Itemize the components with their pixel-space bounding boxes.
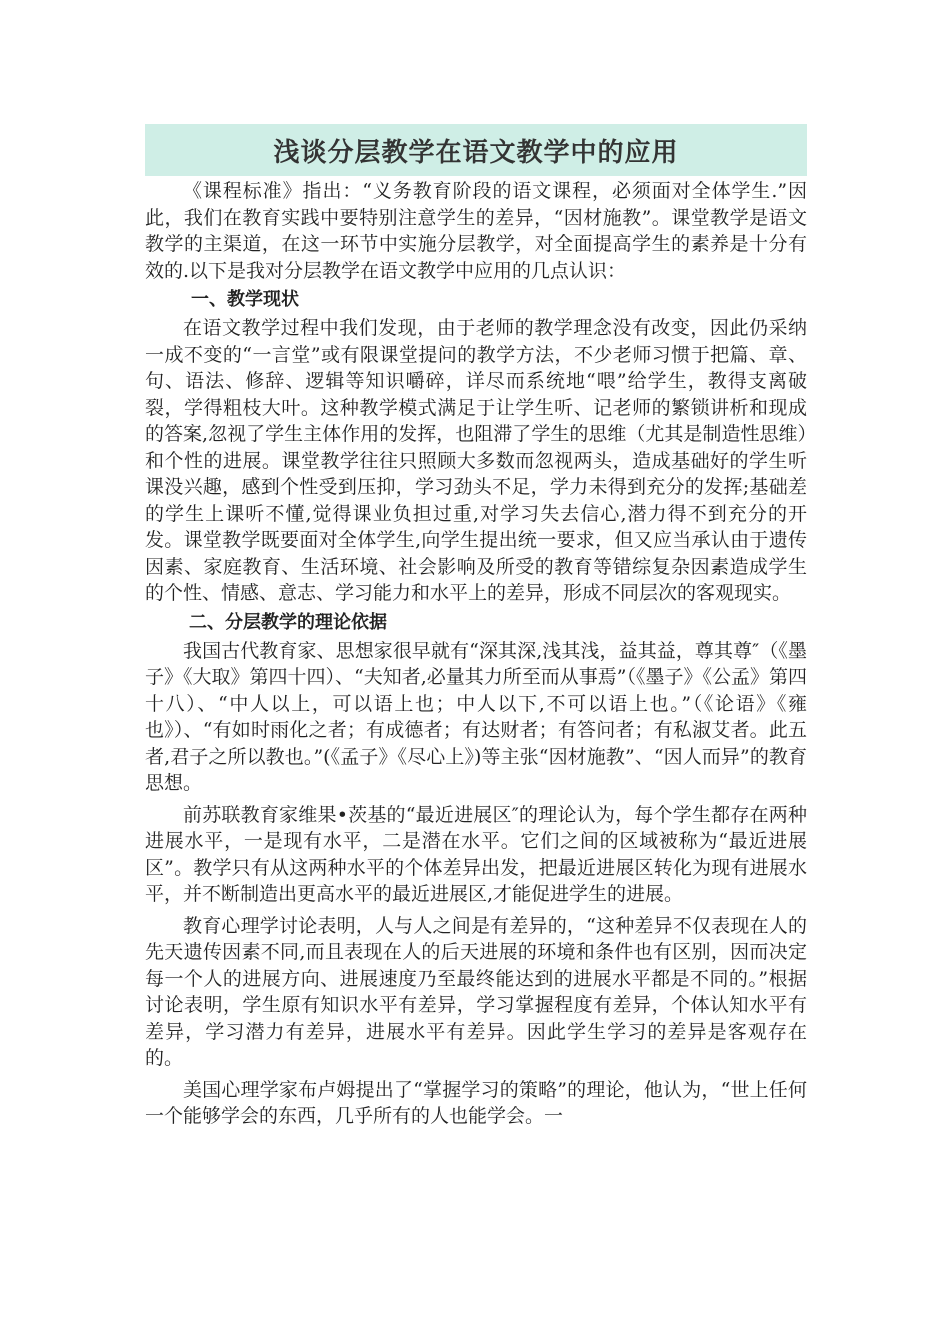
intro-paragraph: 《课程标准》指出：“义务教育阶段的语文课程，必须面对全体学生.”因此，我们在教育实践中要特别注意学生的差异，“因材施教”。课堂教学是语文教学的主渠道，在这一环节中实施分层教学，对全面提高学生的素养是十分有效的.以下是我对分层教学在语文教学中应用的几点认识： (145, 180, 807, 282)
title-banner (145, 124, 807, 176)
document-body (145, 178, 807, 1130)
document-title: 浅谈分层教学在语文教学中的应用 (273, 137, 679, 168)
section-heading-status: 一、教学现状 (191, 289, 299, 310)
body-paragraph: 教育心理学讨论表明，人与人之间是有差异的，“这种差异不仅表现在人的先天遗传因素不同,而且表现在人的后天进展的环境和条件也有区别，因而决定每一个人的进展方向、进展速度乃至最终能达到的进展水平都是不同的。”根据讨论表明，学生原有知识水平有差异，学习掌握程度有差异，个体认知水平有差异，学习潜力有差异，进展水平有差异。因此学生学习的差异是客观存在的。 (145, 914, 807, 1069)
body-paragraph: 在语文教学过程中我们发现，由于老师的教学理念没有改变，因此仍采纳一成不变的“一言堂”或有限课堂提问的教学方法，不少老师习惯于把篇、章、句、语法、修辞、逻辑等知识嚼碎，详尽而系统地“喂”给学生，教得支离破裂，学得粗枝大叶。这种教学模式满足于让学生听、记老师的繁锁讲析和现成的答案,忽视了学生主体作用的发挥，也阻滞了学生的思维（尤其是制造性思维）和个性的进展。课堂教学往往只照顾大多数而忽视两头，造成基础好的学生听课没兴趣，感到个性受到压抑，学习劲头不足，学力未得到充分的发挥;基础差的学生上课听不懂,觉得课业负担过重,对学习失去信心,潜力得不到充分的开发。课堂教学既要面对全体学生,向学生提出统一要求，但又应当承认由于遗传因素、家庭教育、生活环境、社会影响及所受的教育等错综复杂因素造成学生的个性、情感、意志、学习能力和水平上的差异，形成不同层次的客观现实。 (145, 317, 807, 604)
body-paragraph: 前苏联教育家维果•茨基的“最近进展区″的理论认为，每个学生都存在两种进展水平，一是现有水平，二是潜在水平。它们之间的区域被称为“最近进展区”。教学只有从这两种水平的个体差异出发，把最近进展区转化为现有进展水平，并不断制造出更高水平的最近进展区,才能促进学生的进展。 (145, 803, 807, 905)
body-paragraph: 我国古代教育家、思想家很早就有“深其深,浅其浅，益其益，尊其尊″（《墨子》《大取》第四十四）、“夫知者,必量其力所至而从事焉”（《墨子》《公孟》第四十八）、“中人以上，可以语上也；中人以下,不可以语上也。”（《论语》《雍也》）、“有如时雨化之者；有成德者；有达财者；有答问者；有私淑艾者。此五者,君子之所以教也。”(《孟子》《尽心上》)等主张“因材施教”、“因人而异”的教育思想。 (145, 639, 807, 794)
document-page (145, 124, 807, 1130)
section-heading-theory: 二、分层教学的理论依据 (189, 611, 387, 633)
body-paragraph: 美国心理学家布卢姆提出了“掌握学习的策略”的理论，他认为，“世上任何一个能够学会的东西，几乎所有的人也能学会。一 (145, 1078, 807, 1127)
